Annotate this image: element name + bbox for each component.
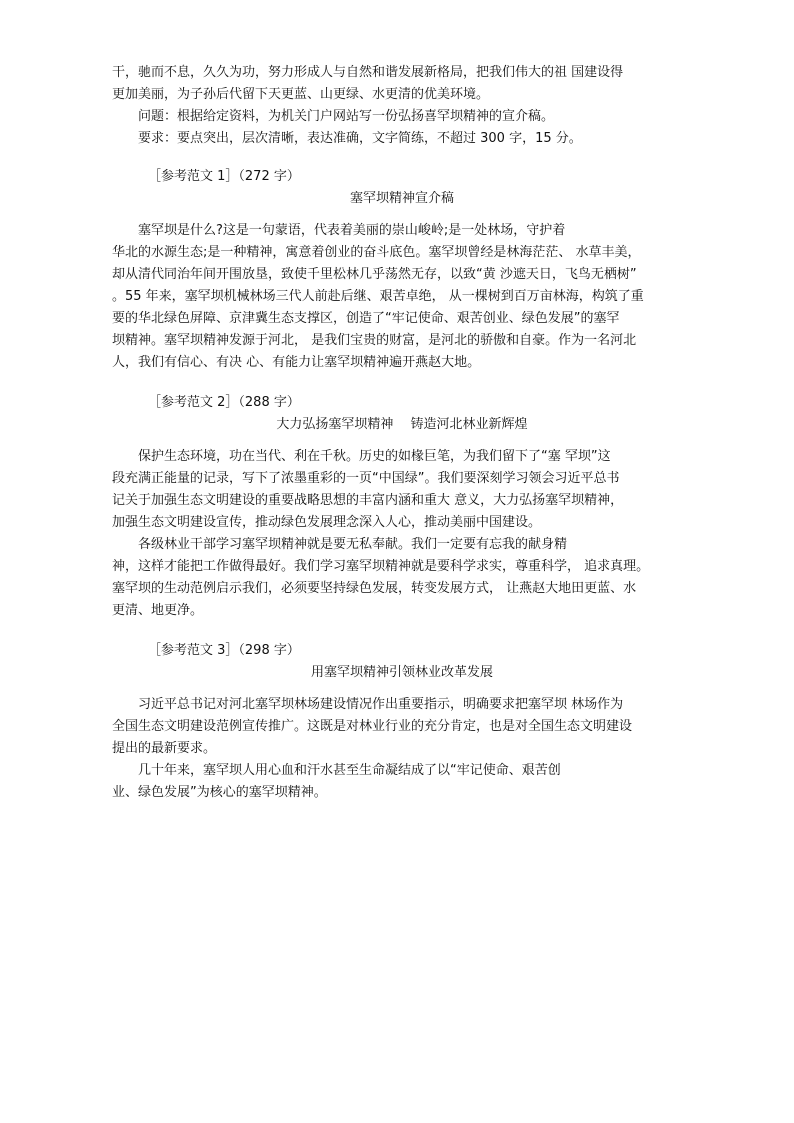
essay-line: 人，我们有信心、有决 心、有能力让塞罕坝精神遍开燕赵大地。 bbox=[112, 355, 481, 370]
essay-line: 保护生态环境，功在当代、利在千秋。历史的如椽巨笔，为我们留下了“塞 罕坝”这 bbox=[138, 449, 611, 464]
essay-label: ［参考范文 3］（298 字） bbox=[148, 643, 300, 658]
essay-label: ［参考范文 2］（288 字） bbox=[148, 395, 300, 410]
essay-line: 几十年来，塞罕坝人用心血和汗水甚至生命凝结成了以“牢记使命、艰苦创 bbox=[138, 763, 561, 778]
spacer bbox=[112, 436, 692, 446]
intro-line: 干，驰而不息，久久为功，努力形成人与自然和谐发展新格局，把我们伟大的祖 国建设得 bbox=[112, 65, 624, 80]
essay-line: 更清、地更净。 bbox=[112, 603, 204, 618]
essay-1 bbox=[112, 166, 692, 374]
spacer bbox=[112, 684, 692, 694]
essay-line: 业、绿色发展”为核心的塞罕坝精神。 bbox=[112, 785, 327, 800]
essay-label: ［参考范文 1］（272 字） bbox=[148, 169, 300, 184]
essay-title: 大力弘扬塞罕坝精神 铸造河北林业新辉煌 bbox=[276, 417, 528, 432]
essay-line: 。55 年来，塞罕坝机械林场三代人前赴后继、艰苦卓绝， 从一棵树到百万亩林海，构筑了重 bbox=[112, 289, 644, 304]
essay-line: 记关于加强生态文明建设的重要战略思想的丰富内涵和重大 意义，大力弘扬塞罕坝精神， bbox=[112, 493, 624, 508]
essay-line: 塞罕坝的生动范例启示我们，必须要坚持绿色发展，转变发展方式， 让燕赵大地田更蓝、水 bbox=[112, 581, 637, 596]
essay-line: 各级林业干部学习塞罕坝精神就是要无私奉献。我们一定要有忘我的献身精 bbox=[138, 537, 568, 552]
requirement-line: 要求：要点突出，层次清晰，表达准确，文字简练，不超过 300 字，15 分。 bbox=[138, 131, 582, 146]
essay-line: 段充满正能量的记录，写下了浓墨重彩的一页“中国绿”。我们要深刻学习领会习近平总书 bbox=[112, 471, 620, 486]
essay-title: 塞罕坝精神宣介稿 bbox=[349, 191, 454, 206]
essay-line: 华北的水源生态;是一种精神，寓意着创业的奋斗底色。塞罕坝曾经是林海茫茫、 水草丰美， bbox=[112, 245, 641, 260]
essay-line: 要的华北绿色屏障、京津冀生态支撑区，创造了“牢记使命、艰苦创业、绿色发展”的塞罕 bbox=[112, 311, 620, 326]
intro-section bbox=[112, 62, 692, 150]
essay-line: 习近平总书记对河北塞罕坝林场建设情况作出重要指示，明确要求把塞罕坝 林场作为 bbox=[138, 697, 624, 712]
essay-line: 加强生态文明建设宣传，推动绿色发展理念深入人心，推动美丽中国建设。 bbox=[112, 515, 542, 530]
essay-2 bbox=[112, 392, 692, 622]
spacer bbox=[112, 210, 692, 220]
essay-line: 神，这样才能把工作做得最好。我们学习塞罕坝精神就是要科学求实，尊重科学， 追求真理。 bbox=[112, 559, 650, 574]
essay-title: 用塞罕坝精神引领林业改革发展 bbox=[310, 665, 493, 680]
essay-line: 提出的最新要求。 bbox=[112, 741, 217, 756]
essay-line: 全国生态文明建设范例宣传推广。这既是对林业行业的充分肯定，也是对全国生态文明建设 bbox=[112, 719, 633, 734]
essay-line: 坝精神。塞罕坝精神发源于河北， 是我们宝贵的财富，是河北的骄傲和自豪。作为一名河北 bbox=[112, 333, 637, 348]
essay-line: 却从清代同治年间开围放垦，致使千里松林几乎荡然无存，以致“黄 沙遮天日，飞鸟无栖树” bbox=[112, 267, 637, 282]
question-line: 问题：根据给定资料，为机关门户网站写一份弘扬喜罕坝精神的宣介稿。 bbox=[138, 109, 555, 124]
essay-3 bbox=[112, 640, 692, 804]
essay-line: 塞罕坝是什么?这是一句蒙语，代表着美丽的崇山峻岭;是一处林场，守护着 bbox=[138, 223, 566, 238]
intro-line: 更加美丽，为子孙后代留下天更蓝、山更绿、水更清的优美环境。 bbox=[112, 87, 490, 102]
